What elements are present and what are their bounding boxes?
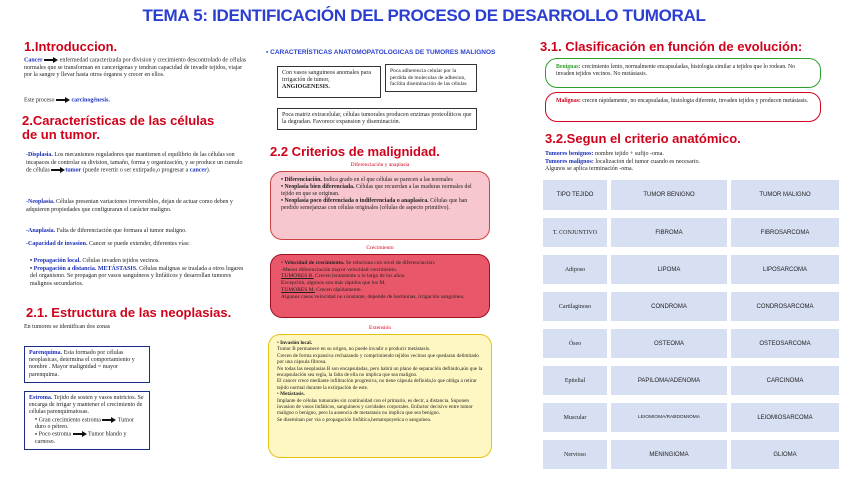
cancer-word-2: cancer [189,167,207,174]
anaplasia-block [26,228,248,236]
anatomico-heading: 3.2.Segun el criterio anatómico. [545,131,741,146]
estructura-heading: 2.1. Estructura de las neoplasias. [26,305,232,320]
list-item: • Diferenciación. Indica grado en el que células se parecen a las normales [281,177,479,184]
adherencia-box: Poca adherencia celular por la perdida de moleculas de adhesion, facilita diseminación de las células [385,64,477,92]
table-cell: FIBROSARCOMA [731,218,839,247]
displasia-text: Los mecanismos reguladores que mantienen el equilibrio de las células son incapaces de controlar su division, tamaño, forma y organización, y se produce un cumulo de células [26,152,243,174]
tumor-word: tumor [65,167,82,174]
process-prefix: Este proceso [24,97,55,104]
table-cell: CARCINOMA [731,366,839,395]
table-cell: CONDROSARCOMA [731,292,839,321]
caract-heading [22,114,252,142]
table-cell: Nervioso [543,440,607,469]
extension-box: • Invasión local. Tumor B permanece en su origen, no puede invadir o producir metástasis. Crecen de forma expansiva rechazando y comprimiendo tejidos vecinos que quedaran delimitado por una cápsula fibrosa. No todas las neoplasias B son encapsuladas, pero habrá un plano de separación definido,aún que la encapsulación sea regla, la falta de ella no implica que sea maligno. El cancer crece mediante infiltración progresiva, no tiene cápsula definida,lo que obliga a retirar tejido normal durante la extirpación de este. • Metástasis. Implante de células tumorales sin continuidad con el primario, es decir, a distancia. Suponen invasion de vasos linfáticos, sanguíneos y cavidades corporales. Enfactor decisivo entre tumor maligno o benigno, pero la ausencia de metastasis no implica que sea benigno. Se diseminan por via o propagación linfática,hematopoyetica o sanguínea. [268,334,492,458]
cancer-tail: ). [206,167,211,174]
list-item: • Propagación a distancia. METÁSTASIS. Células malignas se traslada a otros lugares del organismo. Se propagan por vasos sanguíneos y linfáticos y desarrollan tumores malignos secundarios. [30,266,250,289]
crec-label: Crecimiento [366,245,394,251]
list-item: • Neoplasia poco diferenciada o indiferenciada o anaplasica. Células que han perdido semejanzas con células originales (células de aspecto primitivo). [281,198,479,212]
neoplasia-block [26,199,248,214]
invasion-label: -Capacidad de invasion. [26,241,88,247]
matriz-box: Poca matriz extracelular, células tumorales producen enzimas proteolíticos que la degradan. Favorece expansion y diseminación. [277,108,477,130]
anatomo-heading: ▪ CARACTERÍSTICAS ANATOMOPATOLOGICAS DE TUMORES MALIGNOS [266,49,496,56]
table-cell: LIPOSARCOMA [731,255,839,284]
page-title: TEMA 5: IDENTIFICACIÓN DEL PROCESO DE DESARROLLO TUMORAL [142,6,706,25]
criterios-heading: 2.2 Criterios de malignidad. [270,144,440,159]
estroma-box [24,391,150,450]
list-item: • Neoplasia bien diferenciada. Células que recuerdan a las maduras normales del tejido en que se originan. [281,184,479,198]
clasif-heading: 3.1. Clasificación en función de evolución: [540,39,803,54]
table-header-cell: TUMOR MALIGNO [731,180,839,210]
table-cell: Epitelial [543,366,607,395]
estroma-label: Estroma. [29,395,53,401]
ext-label: Extensión [369,325,391,331]
intro-text [24,57,249,80]
caract-heading-line1: 2.Características de las células [22,113,215,128]
table-cell: OSTEOSARCOMA [731,329,839,358]
malignos-text: crecen rápidamente, no encapsuladas, histologia diferente, invaden tejidos y producen metástasis. [582,98,809,104]
tumor-table [543,180,839,470]
table-cell: Muscular [543,403,607,432]
table-cell: LEIOMIOSARCOMA [731,403,839,432]
arrow-icon [56,97,70,103]
anatomico-lines: Tumores benignos: nombre tejido + sufijo -oma. Tumores malignos: localizacion del tumor cuando es necesario. Algunos se aplica terminación -oma. [545,151,700,172]
table-header-cell: TUMOR BENIGNO [611,180,727,210]
table-cell: Adiposo [543,255,607,284]
parenquima-label: Parenquima. [29,350,63,356]
invasion-text: Cancer se puede extender, diferentes vías: [89,241,190,247]
table-cell: LEIOMIOMA/RABDOMIOMA [611,403,727,432]
estructura-intro: En tumores se identifican dos zonas [24,324,111,330]
list-item: • Propagación local. Células invaden tejidos vecinos. [30,258,250,266]
estroma-list [35,417,145,447]
malignos-box [545,92,821,122]
cancer-definition: enfermedad caracterizada por division y crecimiento descontrolado de células normales que se transforman en cancerígenas y tendran capacidad de invadir tejidos, viajar por la sangre y llevar hasta otros órganos y crecer en ellos. [24,57,247,79]
benignos-label: Benignas: [556,64,581,70]
parenquima-text: Esta formado por células neoplasicas, determina el comportamiento y nombre . Mayor malignidad = mayor parenquima. [29,350,135,378]
carcinogenesis-word: carcinogénesis. [71,97,110,104]
table-cell: CONDROMA [611,292,727,321]
table-cell: GLIOMA [731,440,839,469]
dif-label: Diferenciación y anaplasia [350,162,410,168]
table-cell: OSTEOMA [611,329,727,358]
displasia-tail: (puede revertir o ser extirpado,o progresar a [82,167,189,174]
table-cell: FIBROMA [611,218,727,247]
neoplasia-text: Células presentan variaciones irreversibles, dejan de actuar como deben y adquieren propiedades que configuraran el carácter maligno. [26,199,233,213]
table-header-cell: TIPO TEJIDO [543,180,607,210]
parenquima-box [24,346,150,383]
arrow-icon [51,167,65,173]
invasion-list [30,258,250,288]
anaplasia-label: -Anaplasia. [26,228,56,234]
crecimiento-box: • Velocidad de crecimiento. Se relaciona con nivel de diferenciación: -Menor diferenciación mayor velocidad crecimiento. TUMORES B. Crecen lentamente a lo largo de los años. Excepción, algunos son más rápidos que los M. TUMORES M. Crecen rápidamente. Algunos casos velocidad no constante, depende de hormonas, irrigación sanguínea. [270,254,490,318]
displasia-label: -Displasia. [26,152,53,158]
arrow-icon [44,57,58,63]
caract-heading-line2: de un tumor. [22,127,100,142]
intro-heading: 1.Introduccion. [24,39,118,54]
benignos-box [545,58,821,88]
table-cell: Cartilaginoso [543,292,607,321]
table-cell: Óseo [543,329,607,358]
anaplasia-text: Falta de diferenciación que formara al tumor maligno. [56,228,187,234]
process-line [24,97,249,105]
benignos-text: crecimiento lento, normalmente encapsuladas, histologia similar a tejidos que lo rodean. No invaden tejidos vecinos. No metástasis. [556,64,796,77]
table-cell: MENINGIOMA [611,440,727,469]
table-cell: LIPOMA [611,255,727,284]
neoplasia-label: -Neoplasia. [26,199,55,205]
diferenciacion-box [270,171,490,240]
arrow-icon [73,431,87,437]
malignos-label: Malignas: [556,98,581,104]
arrow-icon [102,417,116,423]
angiogenesis-box: Con vasos sanguineos anomales para irrigación de tumor, ANGIOGENESIS. [277,66,381,98]
list-item: • Poco estroma Tumor blando y carnoso. [35,431,145,446]
invasion-block [26,241,248,249]
table-cell: T. CONJUNTIVO [543,218,607,247]
estroma-text: Tejido de sosten y vasos nutricios. Se encarga de irrigar y mantener el crecimiento de células parenquimatosas. [29,395,144,416]
cancer-word: Cancer [24,57,43,64]
table-cell: PAPILOMA/ADENOMA [611,366,727,395]
list-item: • Gran crecimiento estroma Tumor duro o pétreo. [35,417,145,432]
displasia-block [26,152,248,175]
